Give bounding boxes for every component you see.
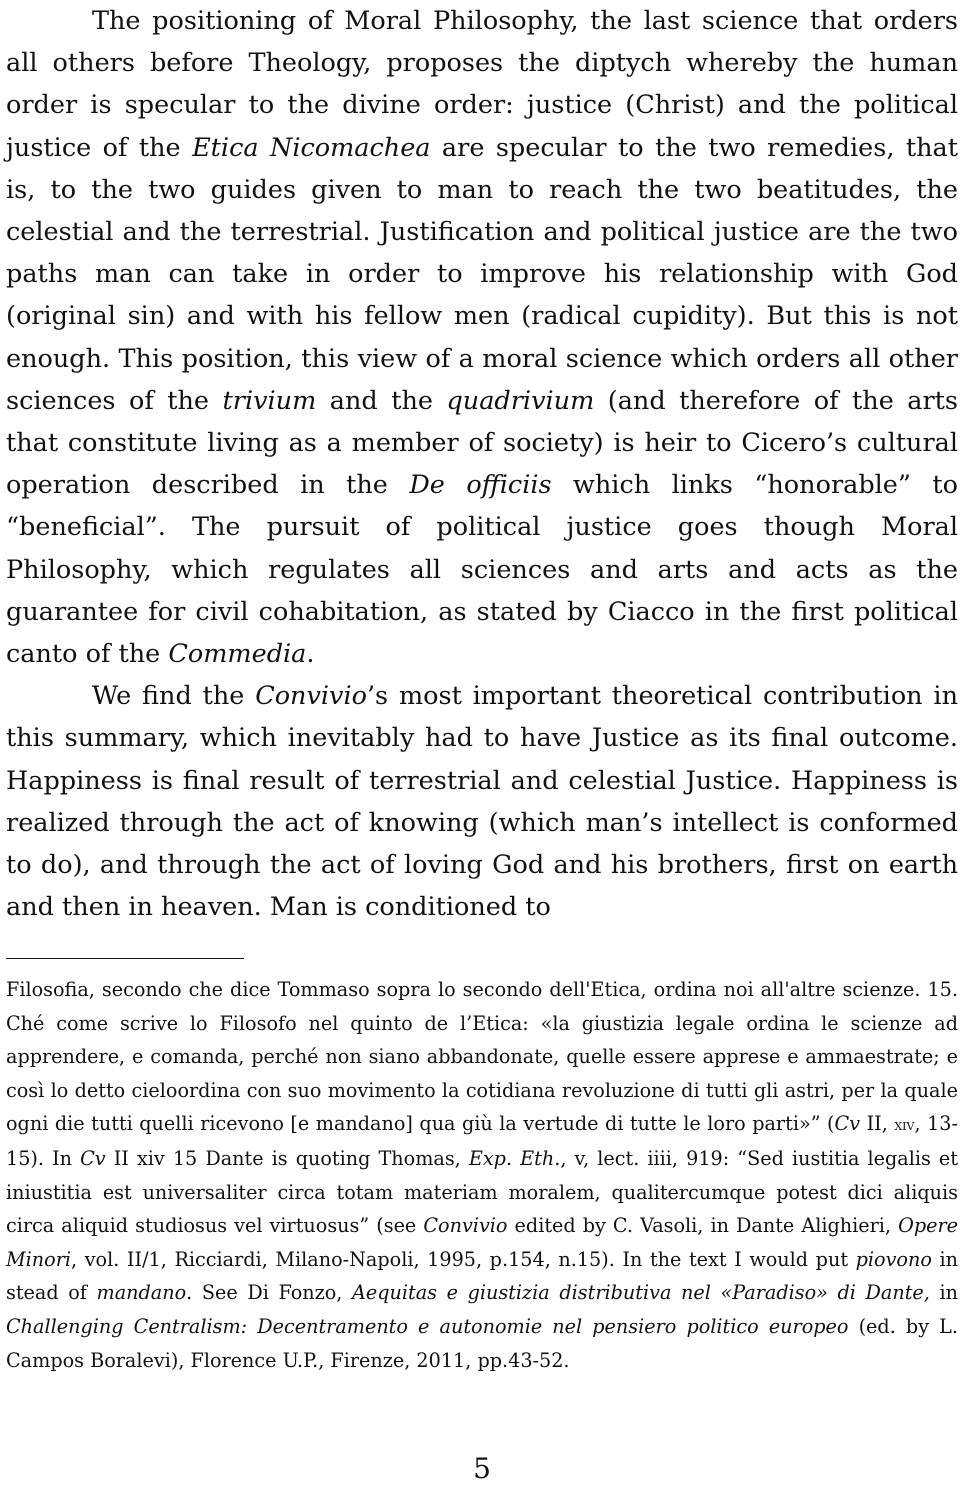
italic-run: Cv (834, 1112, 861, 1136)
paragraph-2 (6, 675, 958, 928)
text-run: The positioning of Moral Philosophy, the last science that orders all others before Theology, proposes the diptych whereby the human order is specular to the divine order: justice (Christ) and the political justice of the (6, 6, 958, 163)
paragraph-1 (6, 0, 958, 675)
italic-run: Challenging Centralism: Decentramento e autonomie nel pensiero politico europeo (6, 1314, 849, 1338)
text-run: and the (316, 385, 447, 416)
text-run: Filosofia, secondo che dice Tommaso sopra lo secondo dell'Etica, ordina noi all'altre scienze. 15. Ché come scrive lo Filosofo nel quinto de l’Etica: «la giustizia legale ordina le scienze ad apprendere, e comanda, perché non siano abbandonate, quelle essere apprese e ammaestrate; e così lo detto cieloordina con suo movimento la cotidiana revoluzione di tutti gli astri, per la quale ogni die tutti quelli ricevono [e mandano] qua giù la vertude di tutte le loro parti»” ( (6, 978, 958, 1136)
italic-run: trivium (222, 385, 317, 416)
text-run: II, (860, 1112, 895, 1136)
text-run: We find the (92, 681, 256, 712)
italic-run: Commedia (168, 639, 307, 670)
text-run: II xiv 15 Dante is quoting Thomas, (105, 1146, 469, 1170)
text-run: in (929, 1281, 958, 1305)
text-run: in stead of (6, 1247, 958, 1305)
text-run: are specular to the two remedies, that is, to the two guides given to man to reach the two beatitudes, the celestial and the terrestrial. Justification and political justice are the two paths man can take in order to improve his relationship with God (original sin) and with his fellow men (radical cupidity). But this is not enough. This position, this view of a moral science which orders all other sciences of the (6, 132, 958, 416)
small-caps-run: xiv (894, 1115, 915, 1135)
italic-run: Convivio (423, 1214, 508, 1238)
italic-run: Exp. Eth. (468, 1146, 561, 1170)
page-number: 5 (473, 1452, 491, 1485)
text-run: . See Di Fonzo, (186, 1281, 353, 1305)
text-run: (ed. by L. Campos Boralevi), Florence U.P., Firenze, 2011, pp.43-52. (6, 1314, 958, 1372)
text-run: which links “honorable” to “beneficial”. The pursuit of political justice goes though Moral Philosophy, which regulates all sciences and arts and acts as the guarantee for civil cohabitation, as stated by Ciacco in the first political canto of the (6, 470, 958, 670)
main-text (6, 0, 958, 928)
footnote-separator (6, 958, 244, 959)
text-run: (and therefore of the arts that constitute living as a member of society) is heir to Cicero’s cultural operation described in the (6, 385, 958, 501)
footnote-text (6, 973, 958, 1377)
text-run: , vol. II/1, Ricciardi, Milano-Napoli, 1995, p.154, n.15). In the text I would put (71, 1247, 856, 1271)
italic-run: Convivio (255, 681, 367, 712)
italic-run: Aequitas e giustizia distributiva nel «Paradiso» di Dante, (352, 1281, 930, 1305)
italic-run: quadrivium (446, 385, 595, 416)
italic-run: De officiis (409, 470, 552, 501)
italic-run: Cv (80, 1146, 106, 1170)
text-run: ’s most important theoretical contribution in this summary, which inevitably had to have Justice as its final outcome. Happiness is final result of terrestrial and celestial Justice. Happiness is realized through the act of knowing (which man’s intellect is conformed to do), and through the act of loving God and his brothers, first on earth and then in heaven. Man is conditioned to (6, 681, 958, 923)
footnote-block (6, 973, 958, 1377)
text-run: . (306, 639, 315, 670)
italic-run: mandano (96, 1281, 187, 1305)
italic-run: piovono (855, 1247, 932, 1271)
text-run: , v, lect. iiii, 919: “Sed iustitia legalis et iniustitia est universaliter circa totam materiam moralem, qualitercumque potest dici aliquis circa aliquid studiosus vel virtuosus” (see (6, 1146, 958, 1238)
text-run: , 13-15). In (6, 1112, 958, 1170)
text-run: edited by C. Vasoli, in Dante Alighieri, (507, 1214, 899, 1238)
italic-run: Etica Nicomachea (192, 132, 431, 163)
italic-run: Opere Minori (6, 1214, 958, 1271)
document-page (6, 0, 958, 1494)
